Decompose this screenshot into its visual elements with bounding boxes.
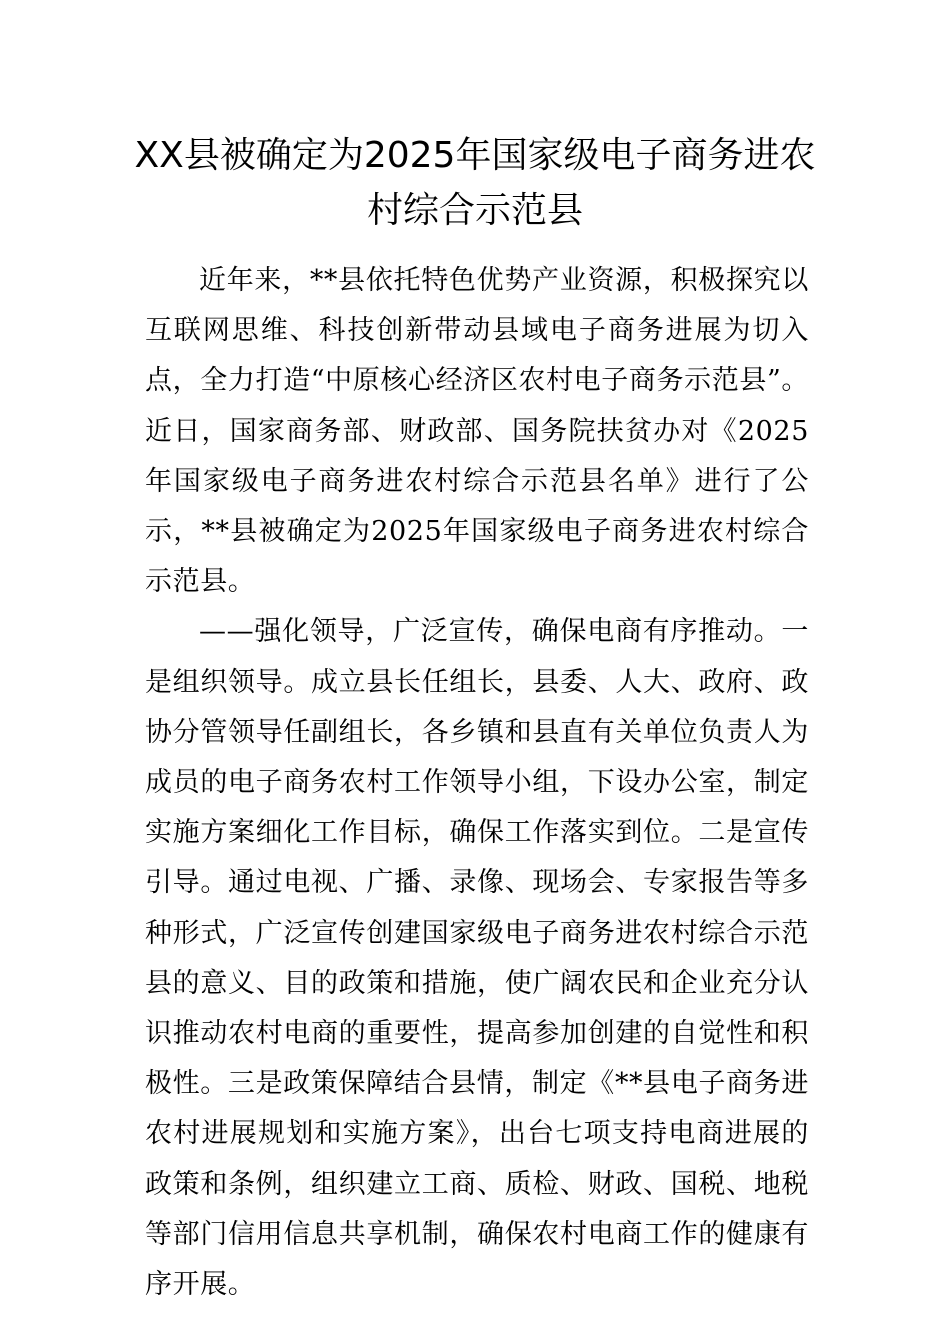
document-body [145,256,809,1310]
paragraph-leadership: ——强化领导，广泛宣传，确保电商有序推动。一是组织领导。成立县长任组长，县委、人大、政府、政协分管领导任副组长，各乡镇和县直有关单位负责人为成员的电子商务农村工作领导小组，下设办公室，制定实施方案细化工作目标，确保工作落实到位。二是宣传引导。通过电视、广播、录像、现场会、专家报告等多种形式，广泛宣传创建国家级电子商务进农村综合示范县的意义、目的政策和措施，使广阔农民和企业充分认识推动农村电商的重要性，提高参加创建的自觉性和积极性。三是政策保障结合县情，制定《**县电子商务进农村进展规划和实施方案》，出台七项支持电商进展的政策和条例，组织建立工商、质检、财政、国税、地税等部门信用信息共享机制，确保农村电商工作的健康有序开展。 [145,616,809,1301]
document-title: XX县被确定为2025年国家级电子商务进农村综合示范县 [134,135,816,231]
paragraph-intro: 近年来，**县依托特色优势产业资源，积极探究以互联网思维、科技创新带动县域电子商务进展为切入点，全力打造“中原核心经济区农村电子商务示范县”。近日，国家商务部、财政部、国务院扶贫办对《2025年国家级电子商务进农村综合示范县名单》进行了公示，**县被确定为2025年国家级电子商务进农村综合示范县。 [145,265,809,598]
